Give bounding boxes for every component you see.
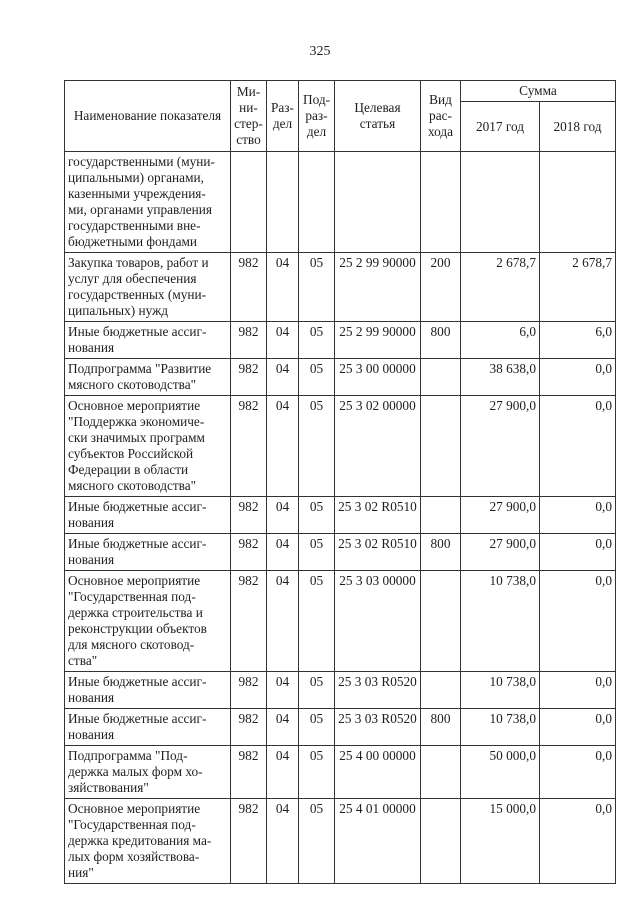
row-name: Иные бюджетные ассиг- нования: [65, 497, 231, 534]
row-ministry: 982: [231, 322, 267, 359]
row-sum-2017: 10 738,0: [461, 672, 540, 709]
row-subsection: 05: [299, 253, 335, 322]
row-ministry: 982: [231, 799, 267, 884]
row-expense-type: [421, 359, 461, 396]
table-row: [65, 571, 616, 672]
row-sum-2017: 2 678,7: [461, 253, 540, 322]
row-sum-2018: 0,0: [540, 534, 616, 571]
row-target: [335, 152, 421, 253]
row-sum-2017: 38 638,0: [461, 359, 540, 396]
table-row: [65, 253, 616, 322]
table-row: [65, 322, 616, 359]
row-name: Основное мероприятие "Государственная под- держка строительства и реконструкции объектов для мясного скотовод- ства": [65, 571, 231, 672]
row-ministry: 982: [231, 359, 267, 396]
row-ministry: 982: [231, 497, 267, 534]
row-expense-type: [421, 396, 461, 497]
row-expense-type: [421, 571, 461, 672]
row-subsection: 05: [299, 396, 335, 497]
row-section: 04: [267, 746, 299, 799]
row-section: 04: [267, 497, 299, 534]
row-section: [267, 152, 299, 253]
row-subsection: 05: [299, 709, 335, 746]
table-row: [65, 152, 616, 253]
table-row: [65, 534, 616, 571]
row-target: 25 3 02 R0510: [335, 497, 421, 534]
row-sum-2017: 10 738,0: [461, 571, 540, 672]
row-name: государственными (муни- ципальными) органами, казенными учреждения- ми, органами управления государственными вне- бюджетными фондами: [65, 152, 231, 253]
row-ministry: 982: [231, 253, 267, 322]
row-section: 04: [267, 322, 299, 359]
row-name: Иные бюджетные ассиг- нования: [65, 534, 231, 571]
table-row: [65, 709, 616, 746]
row-expense-type: [421, 799, 461, 884]
row-subsection: 05: [299, 359, 335, 396]
page-number: 325: [309, 44, 331, 59]
row-target: 25 2 99 90000: [335, 253, 421, 322]
budget-table: [64, 80, 616, 884]
row-sum-2018: 2 678,7: [540, 253, 616, 322]
row-section: 04: [267, 571, 299, 672]
row-target: 25 4 01 00000: [335, 799, 421, 884]
row-subsection: [299, 152, 335, 253]
row-target: 25 3 03 R0520: [335, 672, 421, 709]
header-year-2018: 2018 год: [540, 102, 616, 152]
row-target: 25 2 99 90000: [335, 322, 421, 359]
row-name: Иные бюджетные ассиг- нования: [65, 709, 231, 746]
row-expense-type: 800: [421, 534, 461, 571]
row-ministry: 982: [231, 709, 267, 746]
table-row: [65, 497, 616, 534]
row-sum-2017: 6,0: [461, 322, 540, 359]
row-name: Основное мероприятие "Государственная под- держка кредитования ма- лых форм хозяйствова- ния": [65, 799, 231, 884]
row-sum-2018: 0,0: [540, 746, 616, 799]
row-sum-2018: 0,0: [540, 571, 616, 672]
row-sum-2017: 27 900,0: [461, 497, 540, 534]
row-name: Иные бюджетные ассиг- нования: [65, 672, 231, 709]
table-body: [65, 152, 616, 884]
row-subsection: 05: [299, 672, 335, 709]
row-sum-2018: 0,0: [540, 497, 616, 534]
row-name: Закупка товаров, работ и услуг для обеспечения государственных (муни- ципальных) нужд: [65, 253, 231, 322]
header-subsection: Под- раз- дел: [299, 81, 335, 152]
table-row: [65, 746, 616, 799]
row-ministry: 982: [231, 534, 267, 571]
row-name: Основное мероприятие "Поддержка экономиче- ски значимых программ субъектов Российской Федерации в области мясного скотоводства": [65, 396, 231, 497]
table-row: [65, 359, 616, 396]
row-ministry: 982: [231, 396, 267, 497]
row-subsection: 05: [299, 799, 335, 884]
row-name: Иные бюджетные ассиг- нования: [65, 322, 231, 359]
row-sum-2018: 0,0: [540, 359, 616, 396]
row-expense-type: 200: [421, 253, 461, 322]
row-expense-type: [421, 672, 461, 709]
header-ministry: Ми- ни- стер- ство: [231, 81, 267, 152]
row-sum-2018: 0,0: [540, 396, 616, 497]
row-ministry: 982: [231, 571, 267, 672]
row-subsection: 05: [299, 746, 335, 799]
row-sum-2018: 6,0: [540, 322, 616, 359]
row-sum-2017: 10 738,0: [461, 709, 540, 746]
row-expense-type: [421, 497, 461, 534]
row-sum-2017: [461, 152, 540, 253]
row-sum-2017: 15 000,0: [461, 799, 540, 884]
row-section: 04: [267, 672, 299, 709]
row-sum-2017: 50 000,0: [461, 746, 540, 799]
row-target: 25 3 03 00000: [335, 571, 421, 672]
table-row: [65, 672, 616, 709]
row-name: Подпрограмма "Под- держка малых форм хо- зяйствования": [65, 746, 231, 799]
row-subsection: 05: [299, 322, 335, 359]
header-year-2017: 2017 год: [461, 102, 540, 152]
row-expense-type: 800: [421, 709, 461, 746]
row-expense-type: 800: [421, 322, 461, 359]
row-subsection: 05: [299, 497, 335, 534]
row-expense-type: [421, 152, 461, 253]
row-expense-type: [421, 746, 461, 799]
row-section: 04: [267, 799, 299, 884]
header-sum: Сумма: [461, 81, 616, 102]
row-section: 04: [267, 253, 299, 322]
row-sum-2018: [540, 152, 616, 253]
row-target: 25 3 02 R0510: [335, 534, 421, 571]
row-ministry: 982: [231, 672, 267, 709]
row-section: 04: [267, 396, 299, 497]
row-sum-2018: 0,0: [540, 709, 616, 746]
header-name: Наименование показателя: [65, 81, 231, 152]
header-section: Раз- дел: [267, 81, 299, 152]
row-target: 25 3 02 00000: [335, 396, 421, 497]
row-subsection: 05: [299, 534, 335, 571]
row-ministry: 982: [231, 746, 267, 799]
header-target: Целевая статья: [335, 81, 421, 152]
row-name: Подпрограмма "Развитие мясного скотоводства": [65, 359, 231, 396]
header-expense-type: Вид рас- хода: [421, 81, 461, 152]
row-sum-2017: 27 900,0: [461, 396, 540, 497]
row-target: 25 4 00 00000: [335, 746, 421, 799]
row-section: 04: [267, 709, 299, 746]
row-section: 04: [267, 534, 299, 571]
row-target: 25 3 00 00000: [335, 359, 421, 396]
row-ministry: [231, 152, 267, 253]
row-section: 04: [267, 359, 299, 396]
table-row: [65, 396, 616, 497]
row-sum-2018: 0,0: [540, 672, 616, 709]
row-target: 25 3 03 R0520: [335, 709, 421, 746]
table-row: [65, 799, 616, 884]
row-sum-2017: 27 900,0: [461, 534, 540, 571]
row-subsection: 05: [299, 571, 335, 672]
row-sum-2018: 0,0: [540, 799, 616, 884]
